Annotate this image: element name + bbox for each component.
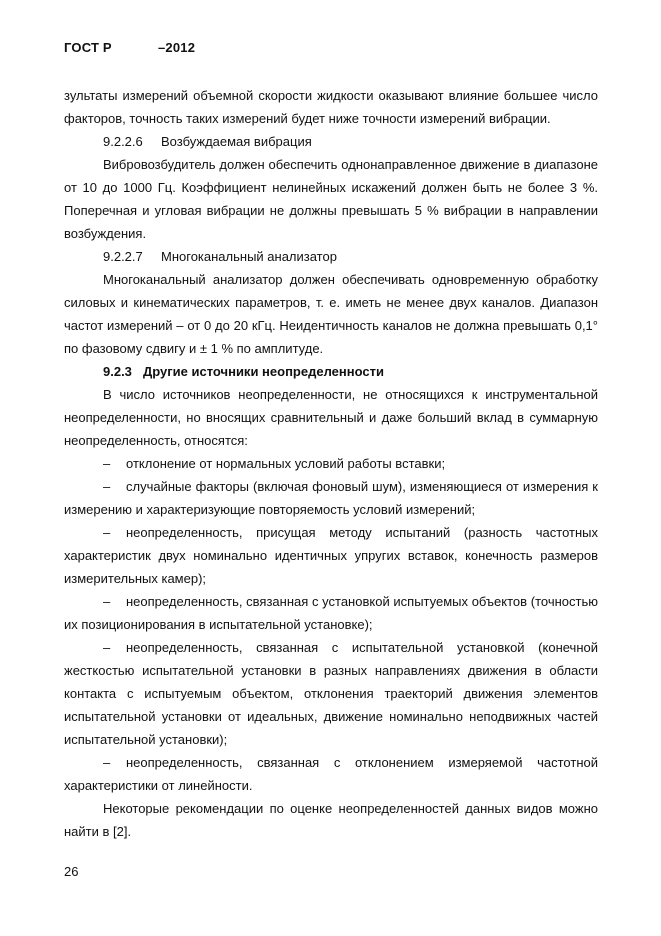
subsection-title: Возбуждаемая вибрация	[161, 134, 312, 149]
document-body	[64, 84, 598, 843]
list-dash: –	[103, 456, 111, 471]
list-item-text: отклонение от нормальных условий работы вставки;	[126, 456, 446, 471]
list-dash: –	[103, 755, 111, 770]
subsection-heading-analyzer	[64, 245, 598, 268]
list-item	[64, 475, 598, 521]
paragraph-continuation: зультаты измерений объемной скорости жидкости оказывают влияние большее число факторов, точность таких измерений будет ниже точности измерений вибрации.	[64, 88, 598, 126]
list-item	[64, 521, 598, 590]
list-dash: –	[103, 594, 111, 609]
paragraph-sources-intro: В число источников неопределенности, не относящихся к инструментальной неопределенности, но вносящих сравнительный и даже больший вклад в суммарную неопределенность, относятся:	[64, 387, 598, 448]
standard-year: –2012	[158, 40, 196, 55]
subsection-number: 9.2.2.6	[103, 134, 143, 149]
paragraph-exciter: Вибровозбудитель должен обеспечить однонаправленное движение в диапазоне от 10 до 1000 Гц. Коэффициент нелинейных искажений должен быть не более 3 %. Поперечная и угловая вибрации не должны превышать 5 % вибрации в направлении возбуждения.	[64, 157, 598, 241]
list-item	[64, 452, 598, 475]
list-dash: –	[103, 640, 111, 655]
list-item-text: случайные факторы (включая фоновый шум), изменяющиеся от измерения к измерению и характеризующие повторяемость условий измерений;	[64, 479, 598, 517]
page-number: 26	[64, 864, 79, 879]
section-number: 9.2.3	[103, 364, 132, 379]
subsection-title: Многоканальный анализатор	[161, 249, 337, 264]
list-dash: –	[103, 479, 111, 494]
list-item-text: неопределенность, присущая методу испытаний (разность частотных характеристик двух номинально идентичных упругих вставок, конечность размеров измерительных камер);	[64, 525, 598, 586]
list-item-text: неопределенность, связанная с испытательной установкой (конечной жесткостью испытательной установки в разных направлениях движения в области контакта с испытуемым объектом, отклонения траекторий движения элементов испытательной установки от идеальных, движение номинально неподвижных частей испытательной установки);	[64, 640, 598, 747]
list-item	[64, 751, 598, 797]
list-item-text: неопределенность, связанная с отклонением измеряемой частотной характеристики от линейности.	[64, 755, 598, 793]
list-item	[64, 636, 598, 751]
paragraph-recommendations: Некоторые рекомендации по оценке неопределенностей данных видов можно найти в [2].	[64, 801, 598, 839]
subsection-heading-excited-vibration	[64, 130, 598, 153]
standard-designation: ГОСТ Р	[64, 40, 112, 55]
subsection-number: 9.2.2.7	[103, 249, 143, 264]
list-dash: –	[103, 525, 111, 540]
section-title: Другие источники неопределенности	[143, 364, 384, 379]
page-header	[64, 40, 195, 55]
section-heading-other-sources	[64, 360, 598, 383]
list-item-text: неопределенность, связанная с установкой испытуемых объектов (точностью их позиционирования в испытательной установке);	[64, 594, 598, 632]
list-item	[64, 590, 598, 636]
paragraph-analyzer: Многоканальный анализатор должен обеспечивать одновременную обработку силовых и кинематических параметров, т. е. иметь не менее двух каналов. Диапазон частот измерений – от 0 до 20 кГц. Неидентичность каналов не должна превышать 0,1° по фазовому сдвигу и ± 1 % по амплитуде.	[64, 272, 598, 356]
